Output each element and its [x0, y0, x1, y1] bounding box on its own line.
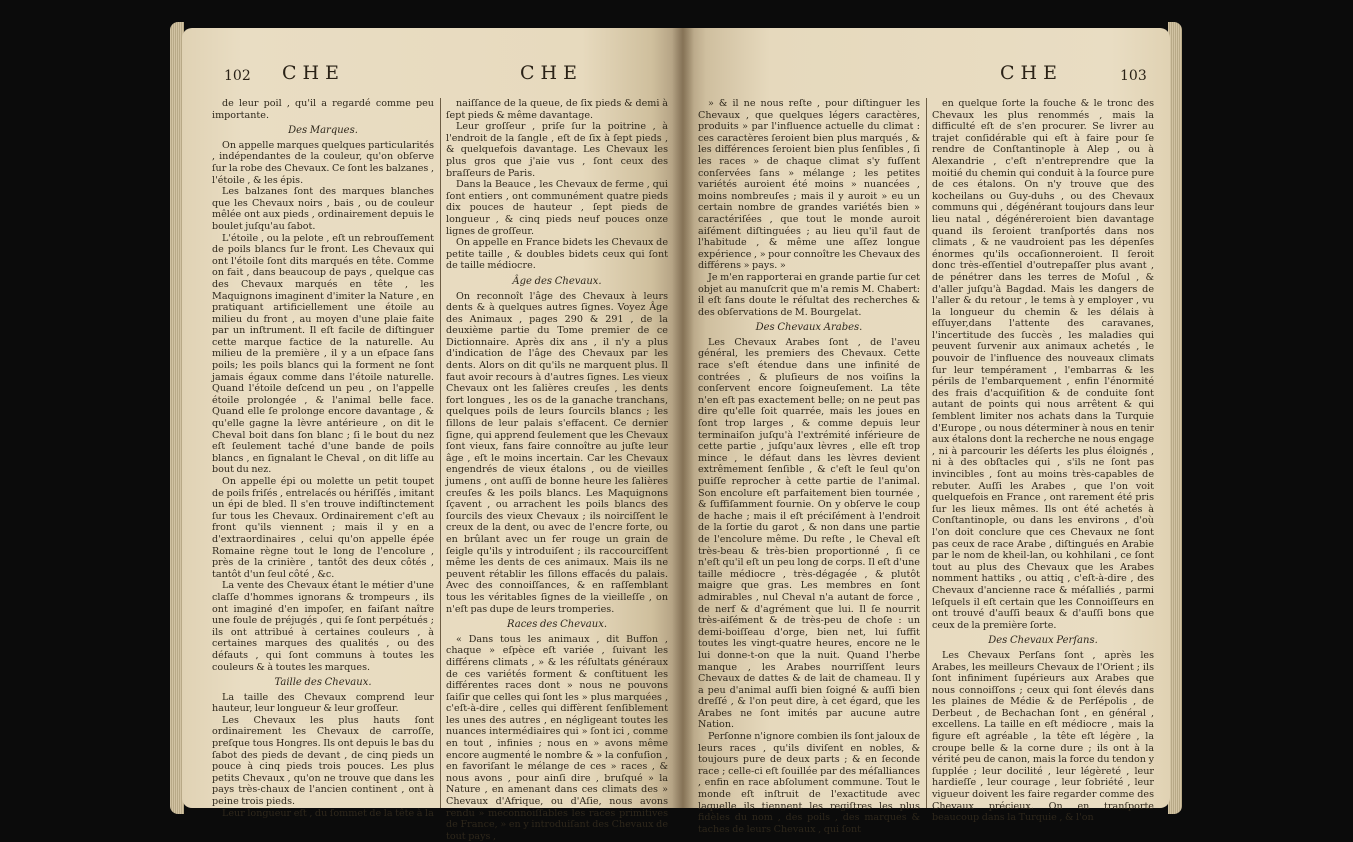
paragraph: de leur poil , qu'il a regardé comme peu importante.: [212, 98, 434, 121]
paragraph: On appelle en France bidets les Chevaux de petite taille , & doubles bidets ceux qui ſont de taille médiocre.: [446, 237, 668, 272]
paragraph: naiſſance de la queue, de ſix pieds & demi à ſept pieds & même davantage.: [446, 98, 668, 121]
left-page-column-1: [212, 98, 434, 819]
paragraph: Perſonne n'ignore combien ils ſont jaloux de leurs races , qu'ils diviſent en nobles, & toujours pure de deux parts ; & en ſeconde race ; celle-ci eſt ſouillée par des méſalliances , enfin en race abſolument commune. Tout le monde eſt inſtruit de l'exactitude avec laquelle ils tiennent les regiſtres les plus fidèles du nom , des poils , des marques & taches de leurs Chevaux , qui ſont: [698, 731, 920, 835]
running-head-right: CHE: [1000, 62, 1063, 84]
paragraph: Leur groſſeur , priſe ſur la poitrine , à l'endroit de la ſangle , eſt de ſix à ſept pieds , & quelquefois davantage. Les Chevaux les plus gros que j'aie vus , ſont ceux des braſſeurs de Paris.: [446, 121, 668, 179]
right-page-edges: [1168, 22, 1182, 814]
paragraph: » & il ne nous reſte , pour diſtinguer les Chevaux , que quelques légers caractères, produits » par l'influence actuelle du climat : ces caractères ſeroient bien plus marqués , & les différences ſeroient bien plus ſenſibles , ſi les races » de chaque climat s'y fuſſent conſervées ſans » mélange ; les petites variétés auroient été moins » nuancées , moins nombreuſes ; mais il y auroit » eu un certain nombre de grandes variétés bien » caractériſées , que tout le monde auroit aiſément diſtinguées ; au lieu qu'il faut de l'habitude , & même une aſſez longue expérience , » pour connoître les Chevaux des différens » pays. »: [698, 98, 920, 272]
paragraph: On appelle épi ou molette un petit toupet de poils friſés , entrelacés ou hériſſés , imitant un épi de bled. Il s'en trouve indiſtinctement ſur tous les Chevaux. Ordinairement c'eſt au front qu'ils viennent ; mais il y en a d'extraordinaires , celui qu'on appelle épée Romaine règne tout le long de l'encolure , près de la crinière , tantôt des deux côtés , tantôt d'un ſeul côté , &c.: [212, 476, 434, 580]
page-number-right: 103: [1120, 68, 1147, 84]
paragraph: L'étoile , ou la pelote , eſt un rebrouſſement de poils blancs ſur le front. Les Chevaux qui ont l'étoile ſont dits marqués en tête. Comme on fait , dans beaucoup de pays , quelque cas des Chevaux marqués en tête , les Maquignons imaginent d'imiter la Nature , en pratiquant artificiellement une étoile au milieu du front , au moyen d'une plaie faite par un inſtrument. Il eſt facile de diſtinguer cette marque factice de la naturelle. Au milieu de la première , il y a un eſpace ſans poils; les poils blancs qui la forment ne ſont jamais égaux comme dans l'étoile naturelle. Quand l'étoile deſcend un peu , on l'appelle étoile prolongée , & l'animal belle face. Quand elle ſe prolonge encore davantage , & qu'elle gagne la lèvre antérieure , on dit le Cheval boit dans ſon blanc ; ſi le bout du nez eſt ſeulement taché d'une bande de poils blancs , en ſignalant le Cheval , on dit liſſe au bout du nez.: [212, 232, 434, 476]
paragraph: « Dans tous les animaux , dit Buffon , chaque » eſpèce eſt variée , ſuivant les différens climats , » & les réſultats généraux de ces variétés forment & conſtituent les différentes races dont » nous ne pouvons ſaiſir que celles qui ſont les » plus marquées , c'eſt-à-dire , celles qui diffèrent ſenſiblement les unes des autres , en négligeant toutes les nuances intermédiaires qui » ſont ici , comme en tout , infinies ; nous en » avons même encore augmenté le nombre & » la confuſion , en favoriſant le mélange de ces » races , & nous avons , pour ainſi dire , bruſqué » la Nature , en amenant dans ces climats des » Chevaux d'Afrique, ou d'Aſie, nous avons rendu » méconnoiſſables les races primitives de France, » en y introduiſant des Chevaux de tout pays ,: [446, 633, 668, 842]
section-heading: Âge des Chevaux.: [512, 275, 602, 287]
book-gutter: [672, 28, 694, 808]
paragraph: La vente des Chevaux étant le métier d'une claſſe d'hommes ignorans & trompeurs , ils ont imaginé d'en impoſer, en faiſant naître une foule de préjugés , qui ſe ſont perpétués ; ils ont attribué à certaines couleurs , à certaines marques des qualités , ou des défauts , qui ſont communs à toutes les couleurs & à toutes les marques.: [212, 580, 434, 673]
paragraph: Les Chevaux Arabes ſont , de l'aveu général, les premiers des Chevaux. Cette race s'eſt étendue dans une infinité de contrées , & pluſieurs de nos voiſins la conſervent encore ſoigneuſement. La tête n'en eſt pas exactement belle; on ne peut pas dire qu'elle ſoit quarrée, mais les joues en ſont trop larges , & comme depuis leur terminaiſon juſqu'à l'extrémité inférieure de cette partie , juſqu'aux lèvres , elle eſt trop mince , le défaut dans les lèvres devient extrêmement ſenſible , & c'eſt le ſeul qu'on puiſſe reprocher à cette partie de l'animal. Son encolure eſt parfaitement bien tournée , & ſuffiſamment fournie. On y obſerve le coup de hache ; mais il eſt préciſément à l'endroit de la ſortie du garot , & non dans une partie de l'encolure même. Du reſte , le Cheval eſt très-beau & très-bien proportionné , ſi ce n'eſt qu'il eſt un peu long de corps. Il eſt d'une taille médiocre , très-dégagée , & plutôt maigre que gras. Les membres en ſont admirables , nul Cheval n'a autant de force , de nerf & d'agrément que lui. Il ſe nourrit très-aiſément & de très-peu de choſe : un demi-boiſſeau d'orge, bien net, lui ſuffit toutes les vingt-quatre heures, encore ne le lui donne-t-on que la nuit. Quand l'herbe manque , les Arabes nourriſſent leurs Chevaux de dattes & de lait de chameau. Il y a peu d'animal auſſi bien ſoigné & auſſi bien dreſſé , & l'on peut dire, à cet égard, que les Arabes ne ſont imités par aucune autre Nation.: [698, 336, 920, 731]
page-number-left: 102: [224, 68, 251, 84]
right-page-column-1: [698, 98, 920, 835]
right-page: [682, 28, 1170, 835]
left-page: [182, 28, 682, 842]
section-heading: Des Chevaux Perſans.: [988, 635, 1098, 647]
section-heading: Des Marques.: [288, 125, 358, 137]
paragraph: Je m'en rapporterai en grande partie ſur cet objet au manuſcrit que m'a remis M. Chabert: il eſt ſans doute le réſultat des recherches & des obſervations de M. Bourgelat.: [698, 271, 920, 318]
paragraph: Dans la Beauce , les Chevaux de ferme , qui ſont entiers , ont communément quatre pieds dix pouces de hauteur , ſept pieds de longueur , & cinq pieds neuf pouces onze lignes de groſſeur.: [446, 179, 668, 237]
paragraph: La taille des Chevaux comprend leur hauteur, leur longueur & leur groſſeur.: [212, 691, 434, 715]
paragraph: Les balzanes ſont des marques blanches que les Chevaux noirs , bais , ou de couleur mêlée ont aux pieds , ordinairement depuis le boulet juſqu'au ſabot.: [212, 186, 434, 232]
section-heading: Des Chevaux Arabes.: [755, 322, 863, 334]
paragraph: Les Chevaux Perſans ſont , après les Arabes, les meilleurs Chevaux de l'Orient ; ils ſont infiniment ſupérieurs aux Arabes que nous connoiſſons ; ceux qui ſont élevés dans les plaines de Médie & de Perſépolis , de Derbeut , de Bechachan ſont , en général , excellens. La taille en eſt médiocre , mais la figure eſt agréable , la tête eſt légère , la croupe belle & la corne dure ; ils ont à la vérité peu de canon, mais la force du tendon y ſupplée ; leur docilité , leur légèreté , leur hardieſſe , leur courage , leur ſobriété , leur vigueur doivent les faire regarder comme des Chevaux précieux. On en tranſporte beaucoup dans la Turquie , & l'on: [932, 649, 1154, 824]
column-rule: [926, 98, 927, 808]
paragraph: On appelle marques quelques particularités , indépendantes de la couleur, qu'on obſerve ſur la robe des Chevaux. Ce ſont les balzanes , l'étoile , & les épis.: [212, 139, 434, 186]
running-head-left-2: CHE: [520, 62, 583, 84]
paragraph: On reconnoît l'âge des Chevaux à leurs dents & à quelques autres ſignes. Voyez Âge des Animaux , pages 290 & 291 , de la deuxième partie du Tome premier de ce Dictionnaire. Après dix ans , il n'y a plus d'indication de l'âge des Chevaux par les dents. Alors on dit qu'ils ne marquent plus. Il faut avoir recours à d'autres ſignes. Les vieux Chevaux ont les ſalières creuſes , les dents fort longues , les os de la ganache tranchans, quelques poils de leurs ſourcils blancs ; les ſillons de leur palais s'effacent. Ce dernier ſigne, qui apprend ſeulement que les Chevaux ſont vieux, fans faire connoître au juſte leur âge , eſt le moins incertain. Car les Chevaux engendrés de vieux étalons , ou de vieilles jumens , ont auſſi de bonne heure les ſalières creuſes & les poils blancs. Les Maquignons ſçavent , ou arrachent les poils blancs des ſourcils des vieux Chevaux ; ils noirciſſent le creux de la dent, ou avec de l'encre forte, ou en brûlant avec un fer rouge un grain de ſeigle qu'ils y introduiſent ; ils raccourciſſent même les dents de ces animaux. Mais ils ne peuvent rétablir les ſillons effacés du palais. Avec des connoiſſances, & en raſſemblant tous les véritables ſignes de la vieilleſſe , on n'eſt pas dupe de leurs tromperies.: [446, 290, 668, 615]
right-page-column-2: [932, 98, 1154, 824]
running-head-left: CHE: [282, 62, 345, 84]
paragraph: en quelque ſorte la fouche & le tronc des Chevaux les plus renommés , mais la difficulté eſt de s'en procurer. Se livrer au trajet conſidérable qui eſt à faire pour ſe rendre de Conſtantinople à Alep , ou à Alexandrie , c'eſt n'entreprendre que la moitié du chemin qui conduit à la ſource pure de ces étalons. On n'y trouve que des kocheilans ou Guy-duhs , ou des Chevaux communs qui , dégénérant toujours dans leur lieu natal , dégénéreroient bien davantage quand ils ſeroient tranſportés dans nos climats , & ne vaudroient pas les dépenſes énormes qu'ils occaſionneroient. Il ſeroit donc très-eſſentiel d'outrepaſſer plus avant , de pénétrer dans les terres de Moſul , & d'aller juſqu'à Bagdad. Mais les dangers de l'aller & du retour , le tems à y employer , vu la longueur du chemin & les délais à eſſuyer,dans l'attente des caravanes, l'incertitude des ſuccès , les maladies qui peuvent ſurvenir aux animaux achetés , le pouvoir de l'influence des nouveaux climats ſur leur tempérament , l'embarras & les périls de l'embarquement , enfin l'énormité des frais d'acquiſition & de conduite ſont autant de points qui nous arrêtent & qui ſemblent limiter nos achats dans la Turquie d'Europe , ou nous déterminer à nous en tenir aux étalons dont la recherche ne nous engage , ni à parcourir les déſerts les plus éloignés , ni à des obſtacles qui , s'ils ne ſont pas invincibles , ſont au moins très-capables de rebuter. Auſſi les Arabes , que l'on voit quelquefois en France , ont rarement été pris ſur les lieux mêmes. Ils ont été achetés à Conſtantinople, ou dans les environs , d'où l'on doit conclure que ces Chevaux ne ſont pas ceux de race Arabe , diſtingués en Arabie par le nom de kheil-lan, ou kohhilani , ce ſont tout au plus des Chevaux que les Arabes nomment hattiks , ou attiq , c'eſt-à-dire , des Chevaux d'ancienne race & méſalliés , parmi leſquels il eſt certain que les Connoiſſeurs en ont trouvé d'auſſi beaux & d'auſſi bons que ceux de la première ſorte.: [932, 98, 1154, 631]
left-page-column-2: [446, 98, 668, 842]
paragraph: Les Chevaux les plus hauts ſont ordinairement les Chevaux de carroſſe, preſque tous Hongres. Ils ont depuis le bas du ſabot des pieds de devant , de cinq pieds un pouce à cinq pieds trois pouces. Les plus petits Chevaux , qu'on ne trouve que dans les pays très-chaux de l'ancien continent , ont à peine trois pieds.: [212, 714, 434, 808]
section-heading: Races des Chevaux.: [506, 619, 608, 631]
paragraph: Leur longueur eſt , du ſommet de la tête à la: [222, 807, 434, 819]
section-heading: Taille des Chevaux.: [274, 677, 372, 689]
column-rule: [440, 98, 441, 808]
